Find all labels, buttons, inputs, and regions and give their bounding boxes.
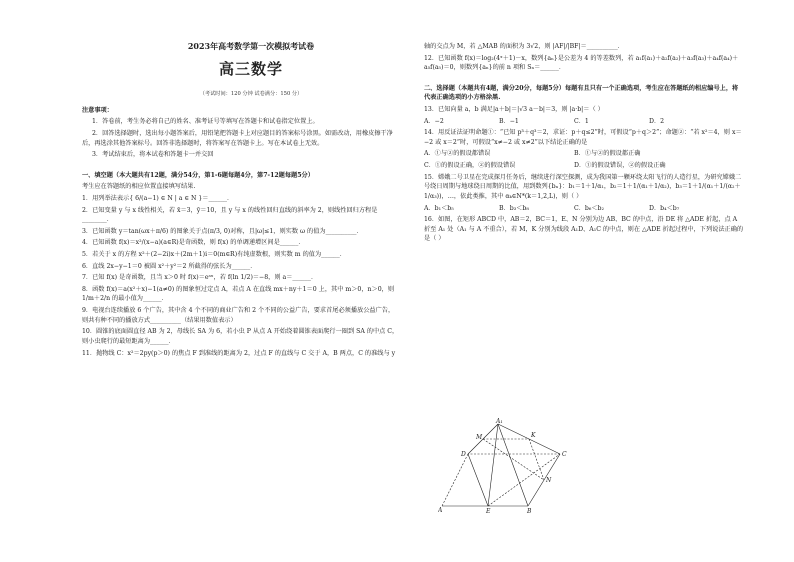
edge-da xyxy=(442,454,468,506)
option: C．b₆＜b₂ xyxy=(574,204,604,212)
option: A．b₁＜b₅ xyxy=(424,204,454,212)
question-3: 3．已知函数 y＝tan(ωx＋π/6) 的图象关于点(π/3, 0)对称，且|ω|≤1，则实数 ω 的值为__________． xyxy=(82,227,363,235)
exam-title: 高三数学 xyxy=(218,60,283,79)
option: A．−2 xyxy=(424,117,444,125)
question-1: 1．用列举法表示{ 6/(a−1) ∈ N | a ∈ N }＝______． xyxy=(82,194,234,202)
option: B．b₃＜b₈ xyxy=(499,204,529,212)
question-14-options-a xyxy=(424,149,744,159)
exam-meta: （考试时间：120 分钟 试卷满分：150 分） xyxy=(199,90,303,97)
question-5: 5．若关于 x 的方程 x²＋(2−2i)x＋(2m＋1)i＝0(m∈R)有纯虚数根，则实数 m 的值为______． xyxy=(82,251,346,259)
edge-de xyxy=(468,454,488,506)
label-a1: A₁ xyxy=(496,418,503,425)
exam-subtitle: 2023年高考数学第一次模拟考试卷 xyxy=(187,41,315,51)
section2-heading: 二、选择题（本题共有4题，满分20分，每题5分）每题有且只有一个正确选项，考生应在答题纸的相应编号上，将代表正确选项的小方格涂黑. xyxy=(424,84,739,102)
label-k: K xyxy=(531,432,536,439)
option: D．①的假设错误，②的假设正确 xyxy=(574,162,666,170)
question-14-options-b xyxy=(424,161,744,171)
question-11-continued: 轴的交点为 M，若 △MAB 的面积为 3√2，则 |AF|/|BF|＝__________． xyxy=(424,43,624,50)
note-item: 3．考试结束后，将本试卷和答题卡一并交回 xyxy=(92,151,214,159)
question-8: 8．函数 f(x)＝a(x²＋x)−1(a≠0) 的图象恒过定点 A，若点 A 在直线 mx＋ny＋1＝0 上，其中 m＞0，n＞0，则 1/m＋2/n 的最小值为______． xyxy=(82,285,395,303)
question-10: 10．圆锥的底面圆直径 AB 为 2，母线长 SA 为 6，若小虫 P 从点 A 开始绕着圆锥表面爬行一圈到 SA 的中点 C，则小虫爬行的最短距离为______． xyxy=(82,328,399,345)
label-c: C xyxy=(562,451,567,458)
option: C．1 xyxy=(574,117,589,125)
note-item: 2．回答选择题时，选出每小题答案后，用铅笔把答题卡上对应题目的答案标号涂黑。如需改动，用橡皮擦干净后，再选涂其他答案标号。回答非选择题时，将答案写在答题卡上。写在本试卷上无效。 xyxy=(82,129,393,147)
question-11: 11．抛物线 C：x²＝2py(p＞0) 的焦点 F 到准线的距离为 2，过点 F 的直线与 C 交于 A，B 两点，C 的准线与 y xyxy=(82,349,396,357)
option: B．−1 xyxy=(499,117,519,125)
label-d: D xyxy=(461,451,466,458)
question-13-options xyxy=(424,117,744,127)
edge-a1e xyxy=(488,424,498,506)
option: D．b₄＜b₇ xyxy=(649,204,680,212)
option: D．2 xyxy=(649,117,665,125)
question-7: 7．已知 f(x) 是奇函数，且当 x＞0 时 f(x)＝eᵃˣ，若 f(ln 1/2)＝−8，则 a＝______． xyxy=(82,274,318,282)
question-16: 16．如图，在矩形 ABCD 中，AB＝2，BC＝1，E、N 分别为边 AB、BC 的中点，沿 DE 将 △ADE 折起，点 A 折至 A₁ 处（A₁ 与 A 不重合），若 M，K 分别为线段 A₁D、A₁C 的中点，则在 △ADE 折起过程中，下列说法正确的是（ ） xyxy=(424,216,744,243)
section1-heading: 一、填空题（本大题共有12题，满分54分，第1-6题每题4分，第7-12题每题5分） xyxy=(82,171,314,179)
question-6: 6．直线 2x−y−1＝0 被圆 x²＋y²＝2 所截得的弦长为______． xyxy=(82,262,257,270)
question-12: 12．已知函数 f(x)＝log₂(4ˣ＋1)－x，数列{aₙ}是公差为 4 的等差数列，若 a₁f(a₁)＋a₂f(a₂)＋a₃f(a₃)＋a₄f(a₄)＋a₅f(a₅)＝0，则数列{aₙ}的前 n 项和 Sₙ＝______． xyxy=(424,54,739,72)
question-14: 14．用反证法证明命题①：“已知 p³＋q³＝2，求证：p＋q≤2”时，可假设“p＋q＞2”；命题②：“若 x²＝4，则 x＝−2 或 x＝2”时，可假设“x≠−2 或 x≠2”以下结论正确的是 xyxy=(424,129,742,146)
folded-rectangle-figure xyxy=(438,418,588,513)
question-15-options xyxy=(424,204,744,214)
question-9: 9．电视台连续播放 6 个广告，其中含 4 个不同的商业广告和 2 个不同的公益广告，要求首尾必须播放公益广告，则共有种不同的播放方式__________（结果用数值表示） xyxy=(82,307,395,324)
option: B．①与②的假设都正确 xyxy=(574,150,641,158)
label-b: B xyxy=(527,508,532,513)
section1-note: 考生应在答题纸的相应位置直接填写结果. xyxy=(82,183,196,191)
left-column xyxy=(82,40,400,360)
question-4: 4．已知函数 f(x)＝x²/(x−a)(a∈R)是奇函数，则 f(x) 的单调递增区间是______． xyxy=(82,239,305,247)
question-2: 2．已知变量 y 与 x 线性相关，若 x̄＝3，ȳ＝10，且 y 与 x 的线性回归直线的斜率为 2，则线性回归方程是________． xyxy=(82,206,378,224)
question-13: 13．已知向量 a，b 满足|a＋b|＝|√3 a－b|＝3，则 |a·b|＝（ ） xyxy=(424,106,604,114)
option: A．①与②的假设都错误 xyxy=(424,150,491,158)
label-m: M xyxy=(476,434,483,441)
right-column xyxy=(424,40,744,246)
label-n: N xyxy=(546,477,552,484)
question-15: 15．嫦娥二号卫星在完成探月任务后，继续进行深空探测，成为我国第一颗环绕太阳飞行的人造行星，为研究嫦娥二号绕日周期与地球绕日周期的比值，用到数列{bₙ}：b₁＝1＋1/α₁，b₂＝1＋1/(α₁＋1/α₂)，b₃＝1＋1/(α₁＋1/(α₂＋1/α₃))，…，依此类推，其中 αₖ∈N*(k＝1,2,L)，则（ ） xyxy=(424,173,742,200)
label-a: A xyxy=(438,507,443,513)
notes-heading: 注意事项： xyxy=(82,106,113,114)
label-e: E xyxy=(486,508,491,513)
option: C．①的假设正确，②的假设错误 xyxy=(424,162,516,170)
note-item: 1．答卷前，考生务必将自己的姓名、准考证号等填写在答题卡和试卷指定位置上。 xyxy=(92,118,319,126)
